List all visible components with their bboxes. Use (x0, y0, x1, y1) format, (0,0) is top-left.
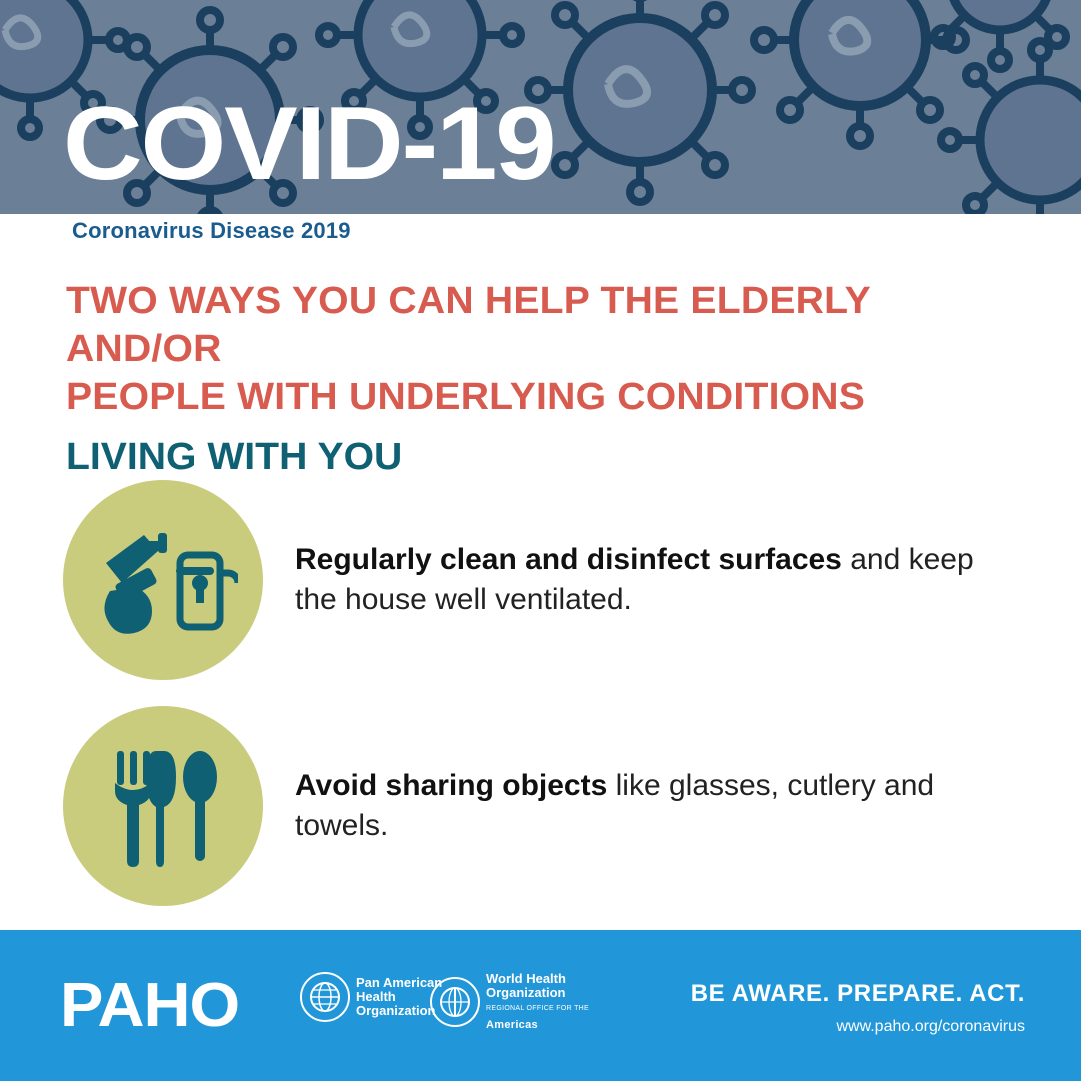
who-emblem-icon (430, 977, 480, 1027)
tips-list (0, 480, 1081, 932)
headline-line-1: TWO WAYS YOU CAN HELP THE ELDERLY AND/OR (66, 280, 871, 370)
who-globe-rod-icon (435, 982, 475, 1022)
footer-tagline: BE AWARE. PREPARE. ACT. (690, 980, 1025, 1007)
tip-text-bold: Regularly clean and disinfect surfaces (295, 543, 842, 576)
headline-block (66, 277, 1006, 481)
page-title: COVID-19 (63, 86, 555, 202)
spray-bottle-door-handle-icon (88, 505, 238, 655)
page-subtitle: Coronavirus Disease 2019 (72, 218, 351, 243)
headline-line-2: PEOPLE WITH UNDERLYING CONDITIONS (66, 376, 866, 418)
tip-icon-circle (63, 706, 263, 906)
who-org-name (486, 972, 589, 1032)
paho-org-line-2: Health (356, 989, 396, 1004)
tip-text (295, 540, 995, 620)
tip-icon-circle (63, 480, 263, 680)
paho-org-line-3: Organization (356, 1003, 436, 1018)
who-sub-line-1: REGIONAL OFFICE FOR THE (486, 1005, 589, 1012)
poster-header (0, 0, 1081, 214)
tip-text-bold: Avoid sharing objects (295, 769, 608, 802)
globe-icon (305, 977, 345, 1017)
tip-item-avoid-sharing (0, 706, 1081, 906)
who-logo-lockup (430, 972, 589, 1032)
paho-logo-lockup (300, 972, 442, 1022)
footer-website-link[interactable]: www.paho.org/coronavirus (836, 1018, 1025, 1035)
paho-wordmark: PAHO (60, 971, 240, 1040)
who-line-1: World Health (486, 971, 566, 986)
headline-line-3: LIVING WITH YOU (66, 436, 403, 478)
tip-item-clean-surfaces (0, 480, 1081, 680)
tip-text-rest: and keep the house well ventilated. (295, 543, 974, 616)
paho-org-line-1: Pan American (356, 975, 443, 990)
tip-text-rest: like glasses, cutlery and towels. (295, 769, 935, 842)
tip-text (295, 766, 995, 846)
paho-seal-icon (300, 972, 350, 1022)
who-sub-line-2: Americas (486, 1019, 538, 1031)
fork-knife-spoon-icon (88, 731, 238, 881)
who-line-2: Organization (486, 985, 566, 1000)
poster-footer (0, 930, 1081, 1081)
